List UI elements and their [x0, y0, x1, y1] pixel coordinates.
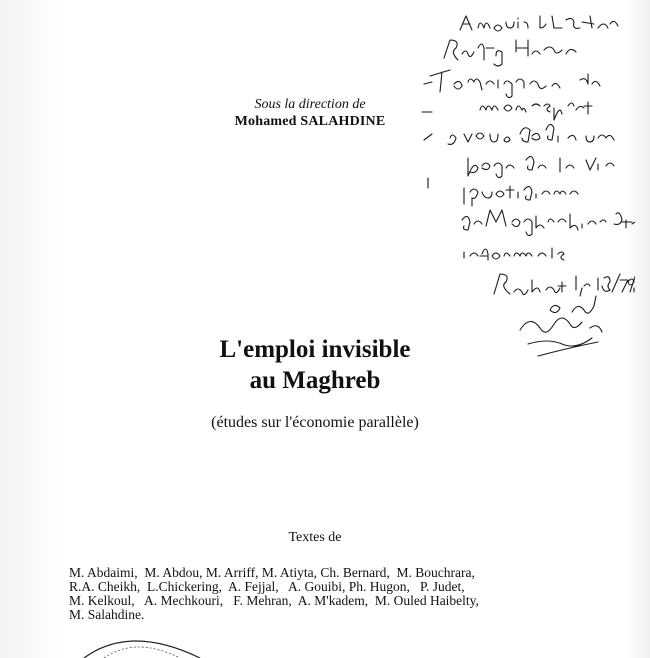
contributors-list [69, 566, 589, 622]
library-stamp [70, 630, 230, 658]
scan-edge-shadow-left [0, 0, 60, 658]
book-title-line-1: L'emploi invisible [219, 336, 411, 363]
book-subtitle: (études sur l'économie parallèle) [211, 414, 419, 431]
handwritten-dedication [420, 10, 635, 370]
book-title [160, 334, 470, 396]
contributors-heading: Textes de [288, 530, 342, 545]
contributors-line: R.A. Cheikh, L.Chickering, A. Fejjal, A. Gouibi, Ph. Hugon, P. Judet, [69, 579, 465, 594]
contributors-line: M. Kelkoul, A. Mechkouri, F. Mehran, A. M'kadem, M. Ouled Haibelty, [69, 593, 479, 608]
contributors-line: M. Salahdine. [69, 607, 145, 622]
editor-direction-label: Sous la direction de [254, 97, 366, 112]
book-title-line-2: au Maghreb [249, 367, 381, 394]
editor-name: Mohamed SALAHDINE [234, 114, 386, 129]
contributors-line: M. Abdaimi, M. Abdou, M. Arriff, M. Atiyta, Ch. Bernard, M. Bouchrara, [69, 565, 475, 580]
